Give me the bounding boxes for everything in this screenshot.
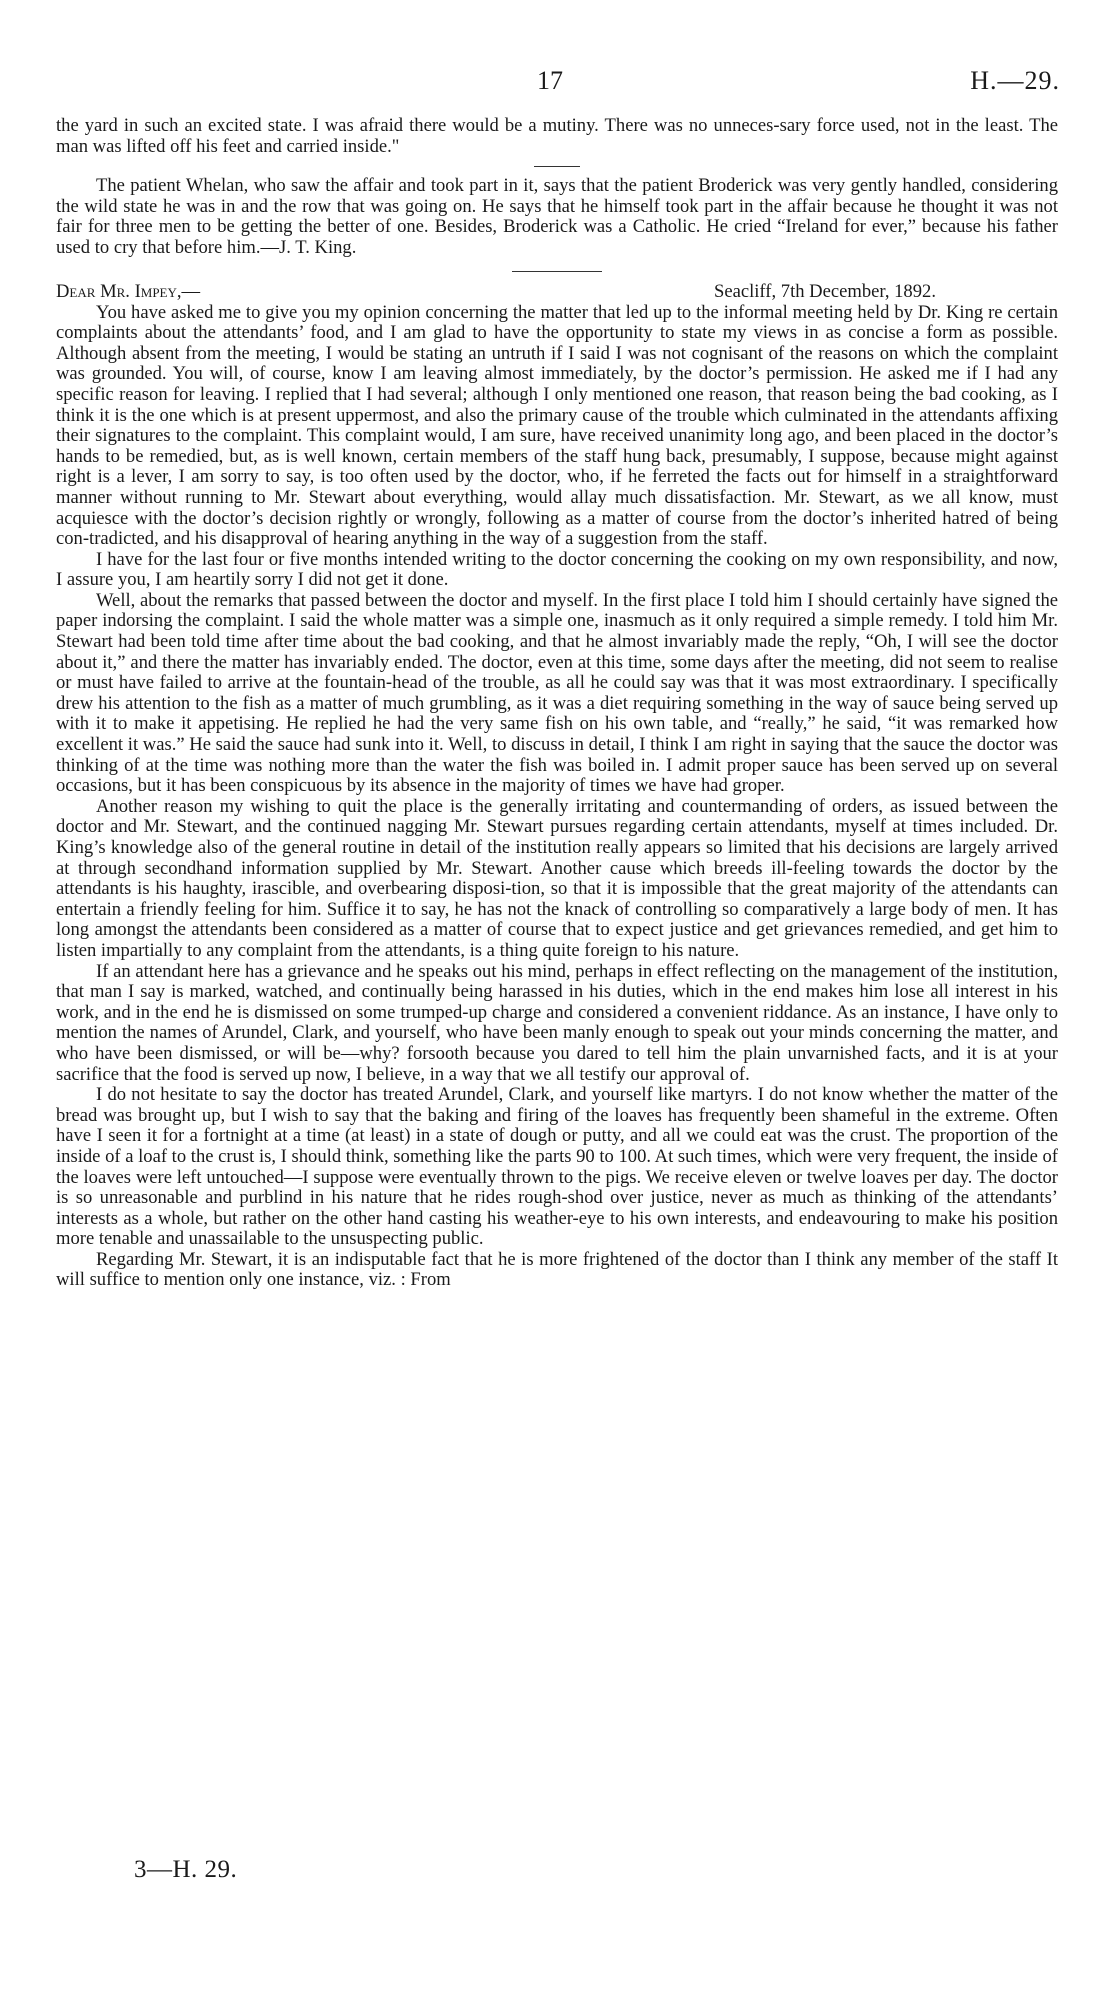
letter-paragraph: Another reason my wishing to quit the place is the generally irritating and countermanding of orders, as issued between the doctor and Mr. Stewart, and the continued nagging Mr. Stewart pursues regarding certain attendants, myself at times included. Dr. King’s knowledge also of the general routine in detail of the institution really appears so limited that his decisions are largely arrived at through secondhand information supplied by Mr. Stewart. Another cause which breeds ill-feeling towards the doctor by the attendants is his haughty, irascible, and overbearing disposi-tion, so that it is impossible that the great majority of the attendants can entertain a friendly feeling for him. Suffice it to say, he has not the knack of controlling so comparatively a large body of men. It has long amongst the attendants been considered as a matter of course that to expect justice and get grievances remedied, and get him to listen impartially to any complaint from the attendants, is a thing quite foreign to his nature. bbox=[56, 795, 1058, 961]
letter-paragraph: I have for the last four or five months intended writing to the doctor concerning the cooking on my own responsibility, and now, I assure you, I am heartily sorry I did not get it done. bbox=[56, 548, 1058, 591]
page-number: 17 bbox=[537, 66, 563, 95]
paragraph-whelan-statement: The patient Whelan, who saw the affair and took part in it, says that the patient Broderick was very gently handled, considering the wild state he was in and the row that was going on. He says that he himself took part in the affair because he thought it was not fair for three men to be getting the better of one. Besides, Broderick was a Catholic. He cried “Ireland for ever,” because his father used to cry that before him.—J. T. King. bbox=[56, 175, 1058, 258]
letter-paragraph: Well, about the remarks that passed between the doctor and myself. In the first place I told him I should certainly have signed the paper indorsing the complaint. I said the whole matter was a simple one, inasmuch as it only required a simple remedy. I told him Mr. Stewart had been told time after time about the bad cooking, and that he almost invariably made the reply, “Oh, I will see the doctor about it,” and there the matter has invariably ended. The doctor, even at this time, some days after the meeting, did not seem to realise or must have failed to arrive at the fountain-head of the trouble, as all he could say was that it was most extraordinary. I specifically drew his attention to the fish as a matter of much grumbling, as it was a diet requiring something in the way of sauce being served up with it to make it appetising. He replied he had the very same fish on his own table, and “really,” he said, “it was remarked how excellent it was.” He said the sauce had sunk into it. Well, to discuss in detail, I think I am right in saying that the sauce the doctor was thinking of at the time was nothing more than the water the fish was boiled in. I admit proper sauce has been served up on several occasions, but it has been conspicuous by its absence in the majority of times we have had groper. bbox=[56, 589, 1058, 797]
page-header bbox=[0, 66, 1114, 106]
letter-paragraph: Regarding Mr. Stewart, it is an indisputable fact that he is more frightened of the doctor than I think any member of the staff It will suffice to mention only one instance, viz. : From bbox=[56, 1248, 1058, 1291]
signature-mark: 3—H. 29. bbox=[134, 1856, 238, 1883]
section-divider-short bbox=[534, 166, 580, 167]
letter-heading bbox=[56, 282, 1058, 303]
letter-paragraph: You have asked me to give you my opinion concerning the matter that led up to the informal meeting held by Dr. King re certain complaints about the attendants’ food, and I am glad to have the opportunity to state my views in as concise a form as possible. Although absent from the meeting, I would be stating an untruth if I said I was not cognisant of the reasons on which the complaint was grounded. You will, of course, know I am leaving almost immediately, by the doctor’s permission. He asked me if I had any specific reason for leaving. I replied that I had several; although I only mentioned one reason, that reason being the bad cooking, as I think it is the one which is at present uppermost, and also the primary cause of the trouble which culminated in the attendants affixing their signatures to the complaint. This complaint would, I am sure, have received unanimity long ago, and been placed in the doctor’s hands to be remedied, but, as is well known, certain members of the staff hung back, presumably, I suppose, because might against right is a lever, I am sorry to say, is too often used by the doctor, who, if he ferreted the facts out for himself in a straightforward manner without running to Mr. Stewart about everything, would allay much dissatisfaction. Mr. Stewart, as we all know, must acquiesce with the doctor’s decision rightly or wrongly, following as a matter of course from the doctor’s inherited hatred of being con-tradicted, and his disapproval of hearing anything in the way of a suggestion from the staff. bbox=[56, 301, 1058, 550]
paragraph-continuation: the yard in such an excited state. I was afraid there would be a mutiny. There was no unneces-sary force used, not in the least. The man was lifted off his feet and carried inside." bbox=[56, 115, 1058, 157]
section-divider-long bbox=[512, 271, 602, 272]
letter-salutation: Dear Mr. Impey,— bbox=[56, 280, 201, 302]
body-text bbox=[56, 116, 1058, 1291]
letter-dateline: Seacliff, 7th December, 1892. bbox=[714, 280, 936, 302]
letter-paragraph: If an attendant here has a grievance and he speaks out his mind, perhaps in effect reflecting on the management of the institution, that man I say is marked, watched, and continually being harassed in his duties, which in the end makes him lose all interest in his work, and in the end he is dismissed on some trumped-up charge and considered a convenient riddance. As an instance, I have only to mention the names of Arundel, Clark, and yourself, who have been manly enough to speak out your minds concerning the matter, and who have been dismissed, or will be—why? forsooth because you dared to tell him the plain unvarnished facts, and it is at your sacrifice that the food is served up now, I believe, in a way that we all testify our approval of. bbox=[56, 960, 1058, 1085]
letter-paragraph: I do not hesitate to say the doctor has treated Arundel, Clark, and yourself like martyrs. I do not know whether the matter of the bread was brought up, but I wish to say that the baking and firing of the loaves has frequently been shameful in the extreme. Often have I seen it for a fortnight at a time (at least) in a state of dough or putty, and all we could eat was the crust. The proportion of the inside of a loaf to the crust is, I should think, something like the parts 90 to 100. At such times, which were very frequent, the inside of the loaves were left untouched—I suppose were eventually thrown to the pigs. We receive eleven or twelve loaves per day. The doctor is so unreasonable and purblind in his nature that he rides rough-shod over justice, never as much as thinking of the attendants’ interests as a whole, but rather on the other hand casting his weather-eye to his own interests, and endeavouring to make his position more tenable and unassailable to the unsuspecting public. bbox=[56, 1084, 1058, 1250]
document-code: H.—29. bbox=[970, 66, 1060, 95]
